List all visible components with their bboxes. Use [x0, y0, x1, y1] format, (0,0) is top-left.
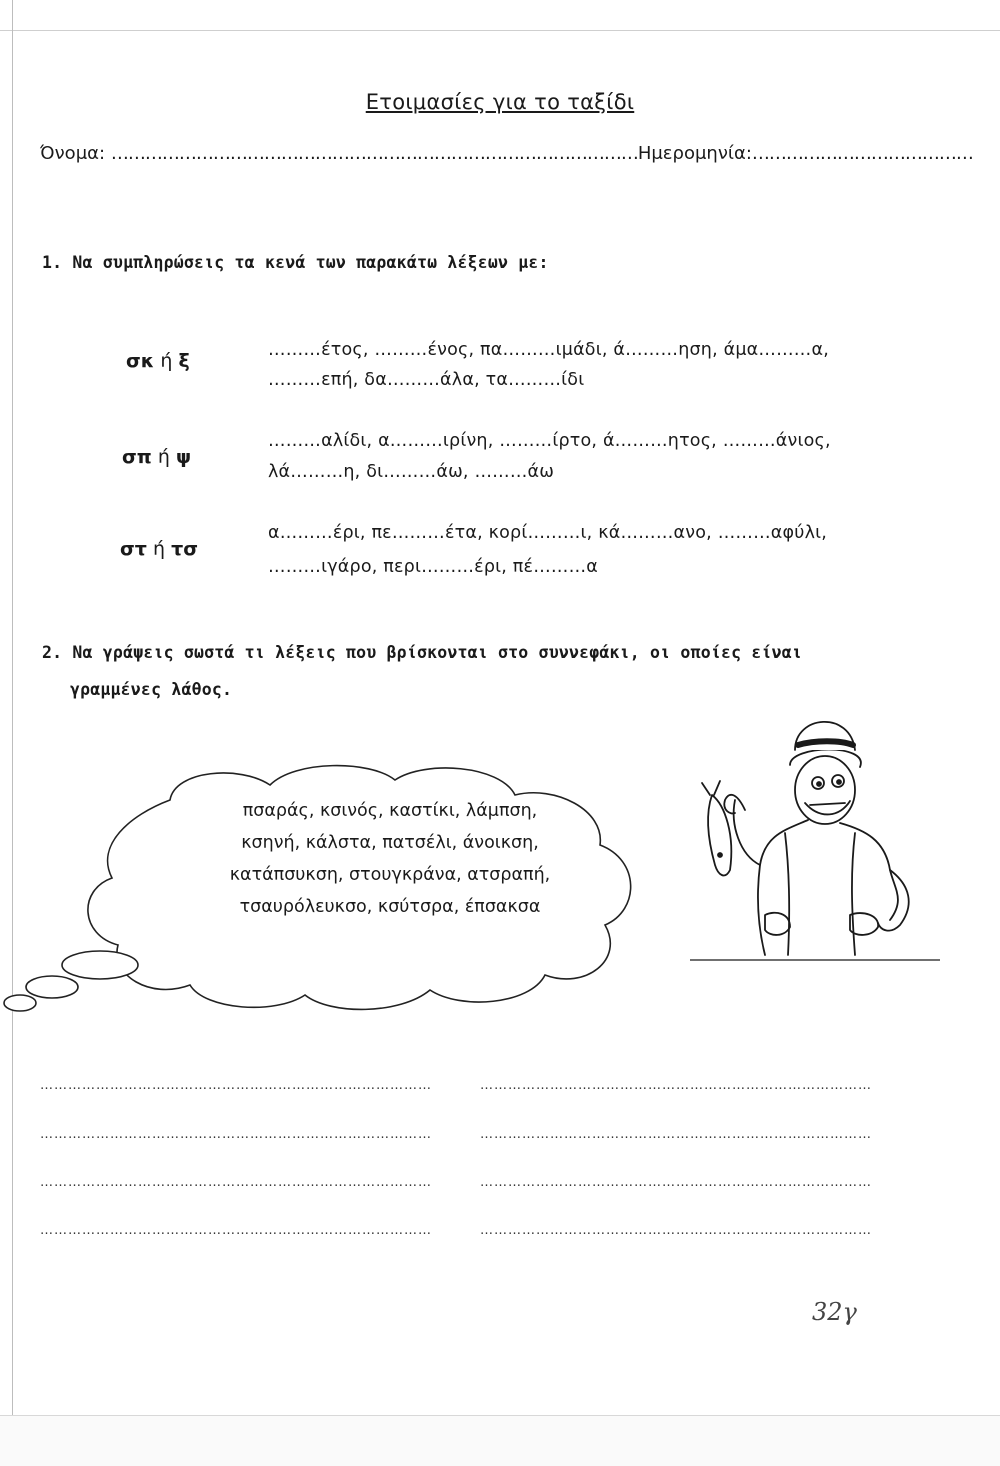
answer-line[interactable]: …………………………………………………………………………: [40, 1078, 432, 1093]
row2-line1[interactable]: ………αλίδι, α………ιρίνη, ………ίρτο, ά………ητος, ………άνιος,: [268, 431, 831, 451]
scan-edge-left: [0, 0, 13, 1465]
exercise2-instruction-line1: 2. Να γράψεις σωστά τι λέξεις που βρίσκονται στο συννεφάκι, οι οποίες είναι: [42, 643, 803, 662]
name-date-line: [40, 143, 973, 164]
scan-edge-top: [0, 0, 1000, 31]
date-label: Ημερομηνία:: [637, 143, 752, 164]
exercise2-instruction-line2: γραμμένες λάθος.: [70, 680, 233, 699]
worksheet-title: Ετοιμασίες για το ταξίδι: [365, 90, 635, 114]
answer-line[interactable]: …………………………………………………………………………: [40, 1175, 432, 1190]
row3-label: στ ή τσ: [120, 538, 199, 560]
row2-label: σπ ή ψ: [122, 446, 192, 468]
answer-line[interactable]: …………………………………………………………………………: [40, 1223, 432, 1238]
row3-line1[interactable]: α………έρι, πε………έτα, κορί………ι, κά………ανο, ………αφύλι,: [268, 523, 828, 543]
row3-line2[interactable]: ………ιγάρο, περι………έρι, πέ………α: [268, 557, 599, 577]
page-number: 32γ: [812, 1298, 857, 1326]
fisherman-illustration-icon: [690, 705, 940, 965]
cloud-line: τσαυρόλευκσο, κσύτσρα, έπσακσα: [239, 897, 541, 917]
cloud-line: κσηνή, κάλστα, πατσέλι, άνοικση,: [241, 833, 539, 853]
name-field[interactable]: …………………………………………………………………………………: [110, 143, 638, 164]
answer-line[interactable]: …………………………………………………………………………: [480, 1078, 872, 1093]
answer-line[interactable]: …………………………………………………………………………: [480, 1175, 872, 1190]
date-field[interactable]: …………………………………: [751, 143, 973, 164]
cloud-line: πσαράς, κσινός, καστίκι, λάμπση,: [242, 801, 538, 821]
row1-line1[interactable]: ………έτος, ………ένος, πα………ιμάδι, ά………ηση, άμα………α,: [268, 340, 829, 360]
scan-edge-bottom: [0, 1415, 1000, 1466]
cloud-line: κατάπσυκση, στουγκράνα, ατσραπή,: [229, 865, 551, 885]
row1-label: σκ ή ξ: [126, 350, 190, 372]
answer-line[interactable]: …………………………………………………………………………: [40, 1127, 432, 1142]
row1-line2[interactable]: ………επή, δα………άλα, τα………ίδι: [268, 370, 585, 390]
cloud-word-list: [160, 795, 620, 923]
answer-line[interactable]: …………………………………………………………………………: [480, 1127, 872, 1142]
exercise1-instruction: 1. Να συμπληρώσεις τα κενά των παρακάτω λέξεων με:: [42, 253, 549, 272]
answer-line[interactable]: …………………………………………………………………………: [480, 1223, 872, 1238]
row2-line2[interactable]: λά………η, δι………άω, ………άω: [268, 462, 555, 482]
name-label: Όνομα:: [40, 143, 106, 164]
